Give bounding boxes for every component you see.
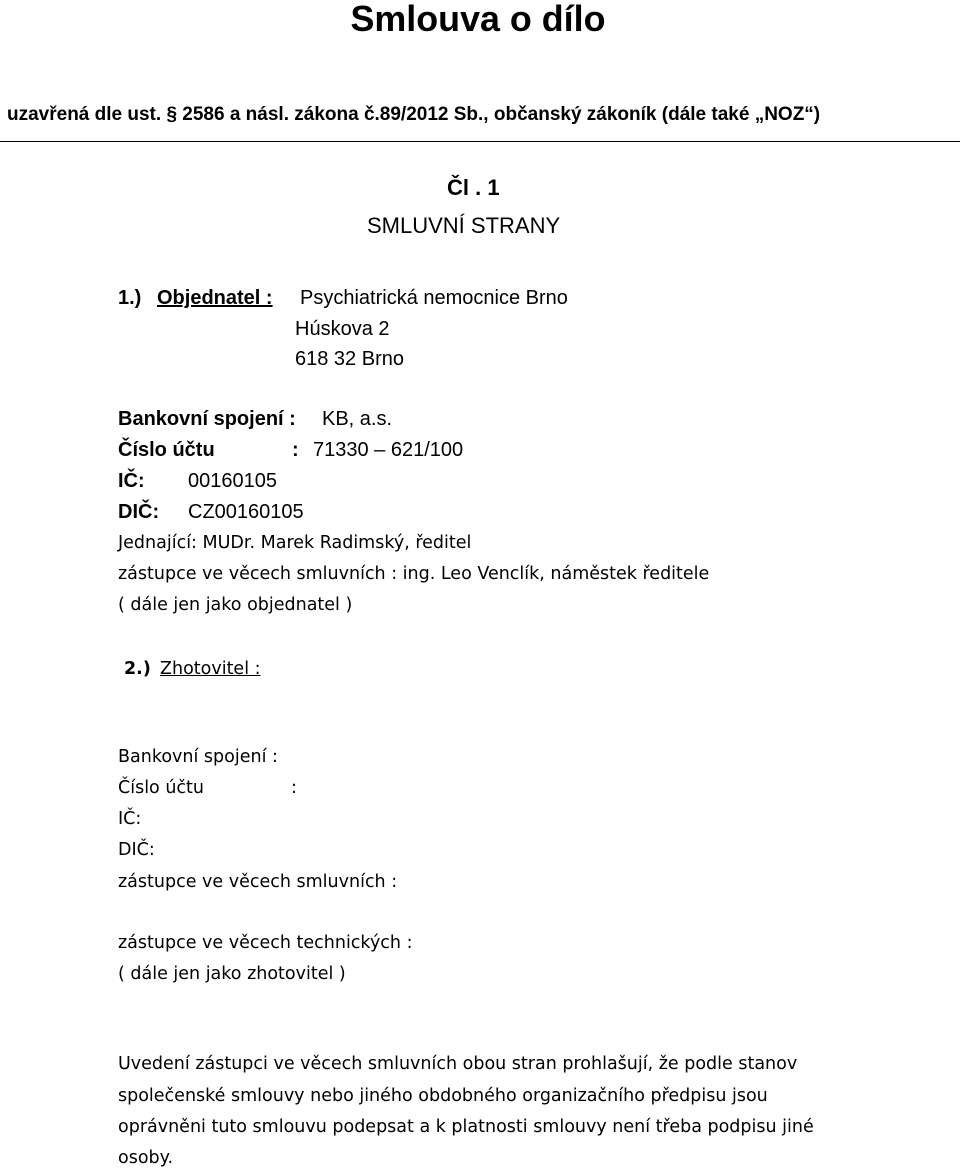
zhotovitel-dale: ( dále jen jako zhotovitel ) — [118, 964, 346, 984]
objednatel-bank-value: KB, a.s. — [322, 408, 393, 430]
closing-line-1: Uvedení zástupci ve věcech smluvních obou stran prohlašují, že podle stanov — [118, 1054, 798, 1074]
article-number: Čl . 1 — [447, 175, 500, 200]
objednatel-ic-value: 00160105 — [188, 470, 277, 492]
zhotovitel-account-label: Číslo účtu — [118, 778, 204, 798]
zhotovitel-ic-label: IČ: — [118, 809, 142, 829]
objednatel-name: Psychiatrická nemocnice Brno — [300, 287, 568, 309]
zhotovitel-label: Zhotovitel : — [160, 659, 261, 679]
objednatel-ic-label: IČ: — [118, 470, 145, 492]
objednatel-account-value: 71330 – 621/100 — [313, 439, 464, 461]
objednatel-zastupce: zástupce ve věcech smluvních : ing. Leo Venclík, náměstek ředitele — [118, 564, 710, 584]
objednatel-street: Húskova 2 — [295, 318, 390, 340]
document-title: Smlouva o dílo — [350, 0, 606, 39]
zhotovitel-account-colon: : — [291, 778, 297, 798]
objednatel-jednajici: Jednající: MUDr. Marek Radimský, ředitel — [118, 533, 472, 553]
closing-line-4: osoby. — [118, 1148, 174, 1168]
objednatel-number: 1.) — [118, 287, 142, 309]
objednatel-city: 618 32 Brno — [295, 348, 404, 370]
divider — [0, 141, 960, 142]
objednatel-dale: ( dále jen jako objednatel ) — [118, 595, 353, 615]
zhotovitel-dic-label: DIČ: — [118, 840, 155, 860]
article-heading: SMLUVNÍ STRANY — [367, 213, 561, 238]
closing-line-3: oprávněni tuto smlouvu podepsat a k platnosti smlouvy není třeba podpisu jiné — [118, 1117, 814, 1137]
objednatel-account-colon: : — [292, 439, 299, 461]
objednatel-label: Objednatel : — [157, 287, 273, 309]
objednatel-bank-label: Bankovní spojení : — [118, 408, 296, 430]
zhotovitel-zastupce-technicke: zástupce ve věcech technických : — [118, 933, 413, 953]
zhotovitel-zastupce-smluvni: zástupce ve věcech smluvních : — [118, 872, 398, 892]
zhotovitel-bank-label: Bankovní spojení : — [118, 747, 278, 767]
objednatel-account-label: Číslo účtu — [118, 439, 215, 461]
closing-line-2: společenské smlouvy nebo jiného obdobného organizačního předpisu jsou — [118, 1086, 768, 1106]
objednatel-dic-label: DIČ: — [118, 501, 160, 523]
objednatel-dic-value: CZ00160105 — [188, 501, 304, 523]
zhotovitel-number: 2.) — [124, 659, 151, 679]
document-subtitle: uzavřená dle ust. § 2586 a násl. zákona č.89/2012 Sb., občanský zákoník (dále také „NOZ“) — [7, 104, 821, 125]
